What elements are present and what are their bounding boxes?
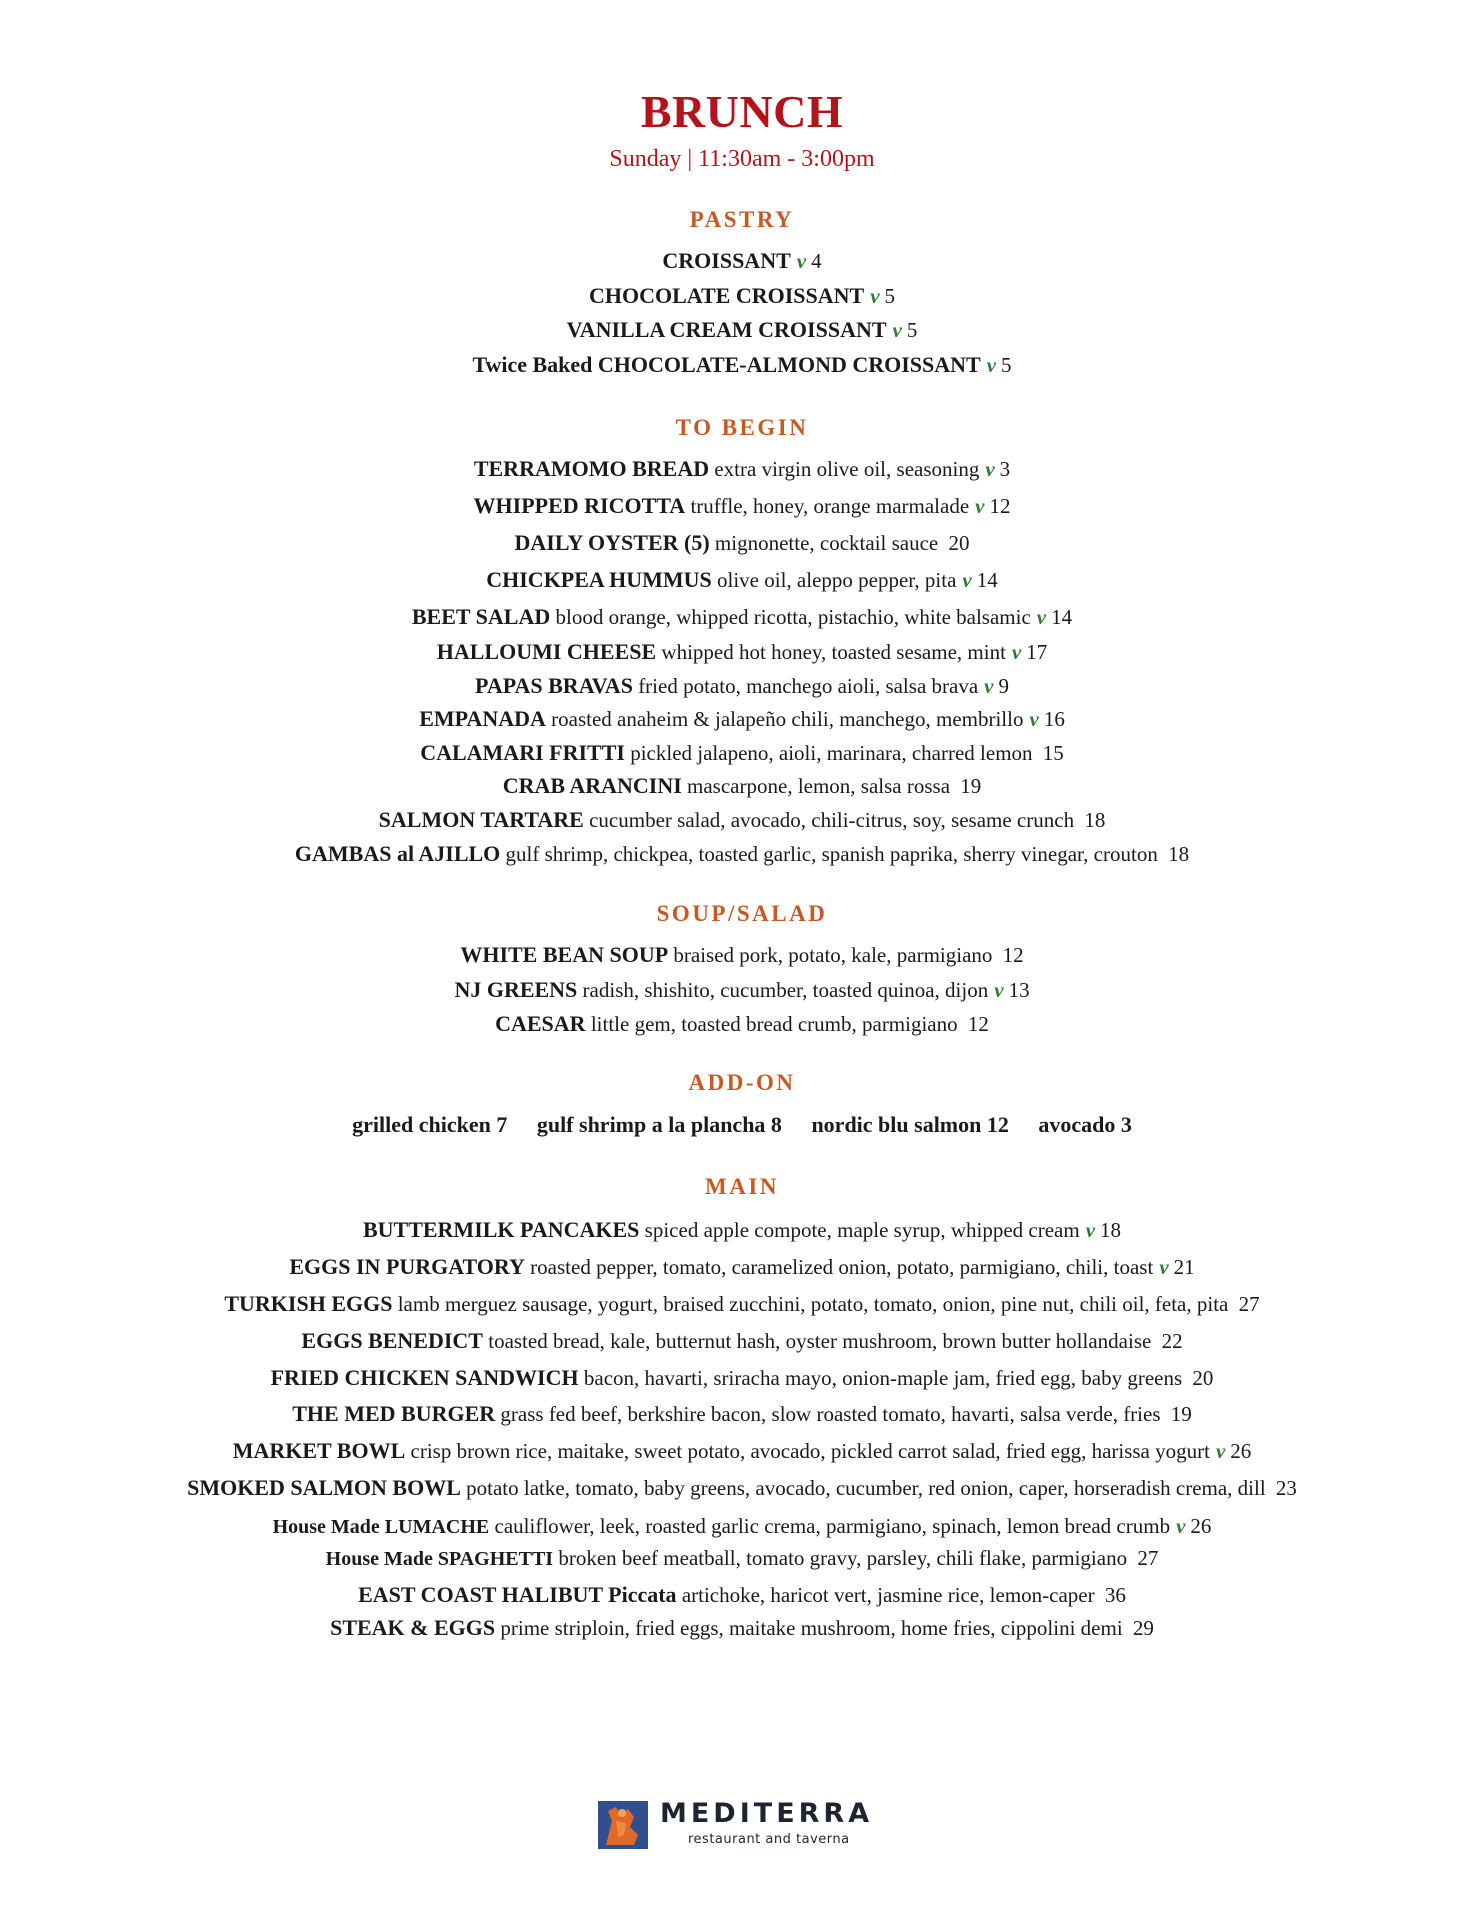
menu-item-name: FRIED CHICKEN SANDWICH [270,1365,579,1390]
menu-item-name: BUTTERMILK PANCAKES [362,1217,640,1242]
vegetarian-mark: v [985,457,995,481]
menu-item [0,1216,1484,1244]
menu-item-price: 4 [811,249,822,273]
menu-item [0,976,1484,1004]
menu-item [0,638,1484,666]
menu-item [0,1474,1484,1502]
menu-item-description: radish, shishito, cucumber, toasted quinoa, dijon [577,978,989,1002]
section-title-soup-salad: SOUP/SALAD [656,901,828,926]
menu-item-name: EAST COAST HALIBUT Piccata [358,1582,677,1607]
menu-item-price: 16 [1043,707,1065,731]
menu-item-description: extra virgin olive oil, seasoning [709,457,980,481]
menu-item-description: toasted bread, kale, butternut hash, oyster mushroom, brown butter hollandaise [482,1329,1152,1353]
menu-item [0,455,1484,483]
menu-item-price: 13 [1008,978,1030,1002]
menu-item-price: 29 [1127,1616,1154,1640]
menu-item [0,247,1484,275]
menu-item-name: EGGS IN PURGATORY [289,1254,525,1279]
menu-item-name: SALMON TARTARE [378,807,584,832]
menu-item-description: mascarpone, lemon, salsa rossa [681,774,951,798]
menu-item [0,1327,1484,1355]
menu-item-description: bacon, havarti, sriracha mayo, onion-maple jam, fried egg, baby greens [578,1366,1183,1390]
vegetarian-mark: v [1011,640,1022,664]
menu-title: BRUNCH [640,86,844,137]
menu-item [0,282,1484,310]
add-on-item: grilled chicken 7 [352,1112,508,1137]
menu-item-name: House Made SPAGHETTI [325,1548,554,1570]
vegetarian-mark: v [1036,605,1047,629]
menu-item [0,772,1484,800]
menu-item-description: truffle, honey, orange marmalade [685,494,970,518]
menu-item-name: CAESAR [495,1011,586,1036]
menu-item-name: EMPANADA [419,706,546,731]
menu-item-price: 14 [976,568,998,592]
menu-item-description: potato latke, tomato, baby greens, avocado, cucumber, red onion, caper, horseradish crema, dill [460,1476,1266,1500]
add-on-item: nordic blu salmon 12 [811,1112,1009,1137]
menu-item-name: VANILLA CREAM CROISSANT [566,317,887,342]
menu-item [0,1400,1484,1428]
menu-item [0,316,1484,344]
menu-item-price: 5 [906,318,918,342]
menu-item-description: crisp brown rice, maitake, sweet potato, avocado, pickled carrot salad, fried egg, harissa yogurt [405,1439,1210,1463]
section-title-to-begin: TO BEGIN [675,415,809,440]
menu-item [0,492,1484,520]
menu-item-description: whipped hot honey, toasted sesame, mint [656,640,1006,664]
logo-name: MEDITERRA [660,1798,874,1829]
menu-item-price: 15 [1037,741,1064,765]
logo-tagline: restaurant and taverna [688,1832,850,1847]
menu-item-description: cauliflower, leek, roasted garlic crema, parmigiano, spinach, lemon bread crumb [489,1514,1171,1538]
menu-item-description: gulf shrimp, chickpea, toasted garlic, spanish paprika, sherry vinegar, crouton [500,842,1158,866]
add-on-item: gulf shrimp a la plancha 8 [536,1112,782,1137]
menu-item-description: prime striploin, fried eggs, maitake mushroom, home fries, cippolini demi [495,1616,1123,1640]
menu-item [0,1581,1484,1609]
menu-item-price: 18 [1162,842,1190,866]
menu-item [0,566,1484,594]
menu-item [0,1512,1484,1541]
add-on-item: avocado 3 [1038,1112,1132,1137]
vegetarian-mark: v [994,978,1004,1002]
vegetarian-mark: v [962,568,972,592]
vegetarian-mark: v [1029,707,1039,731]
menu-item [0,941,1484,969]
menu-item-description: mignonette, cocktail sauce [709,531,939,555]
menu-item-description: blood orange, whipped ricotta, pistachio, white balsamic [550,605,1031,629]
menu-item-description: olive oil, aleppo pepper, pita [711,568,957,592]
menu-item [0,1614,1484,1642]
menu-item-price: 18 [1100,1218,1122,1242]
menu-item-price: 3 [999,457,1011,481]
menu-item-price: 14 [1051,605,1073,629]
menu-item-name: Twice Baked CHOCOLATE-ALMOND CROISSANT [472,352,981,377]
menu-item [0,739,1484,767]
menu-item-price: 19 [1165,1402,1192,1426]
section-title-pastry: PASTRY [689,207,795,232]
menu-item [0,672,1484,700]
vegetarian-mark: v [1159,1255,1169,1279]
menu-item-name: GAMBAS al AJILLO [294,841,501,866]
menu-item-description: pickled jalapeno, aioli, marinara, charred lemon [624,741,1033,765]
menu-item-name: THE MED BURGER [292,1401,496,1426]
menu-item-name: DAILY OYSTER (5) [514,530,710,555]
menu-item-price: 5 [1001,353,1012,377]
menu-item [0,603,1484,631]
menu-item-price: 27 [1132,1546,1159,1570]
section-title-add-on: ADD-ON [688,1070,796,1095]
menu-item-price: 27 [1233,1292,1260,1316]
menu-item-name: CROISSANT [662,248,791,273]
menu-item-name: CRAB ARANCINI [502,773,682,798]
menu-item-description: braised pork, potato, kale, parmigiano [668,943,993,967]
menu-item-description: roasted anaheim & jalapeño chili, manchego, membrillo [545,707,1024,731]
vegetarian-mark: v [986,353,997,377]
menu-item-name: CHICKPEA HUMMUS [486,567,712,592]
menu-item [0,351,1484,379]
menu-item-price: 22 [1156,1329,1183,1353]
menu-item-price: 12 [962,1012,989,1036]
add-on-list [0,1110,1484,1140]
menu-item-price: 20 [943,531,970,555]
vegetarian-mark: v [1085,1218,1096,1242]
vegetarian-mark: v [1176,1514,1186,1538]
menu-item [0,1437,1484,1465]
menu-item [0,1010,1484,1038]
menu-item-description: roasted pepper, tomato, caramelized onion, potato, parmigiano, chili, toast [524,1255,1154,1279]
menu-item-price: 18 [1079,808,1106,832]
menu-item-price: 20 [1187,1366,1214,1390]
menu-item [0,1253,1484,1281]
menu-item-name: BEET SALAD [411,604,551,629]
menu-item-name: HALLOUMI CHEESE [436,639,657,664]
vegetarian-mark: v [975,494,985,518]
menu-item-price: 9 [998,674,1009,698]
menu-item [0,1544,1484,1573]
vegetarian-mark: v [870,284,880,308]
section-title-main: MAIN [705,1174,779,1199]
menu-item-description: lamb merguez sausage, yogurt, braised zucchini, potato, tomato, onion, pine nut, chili oil, feta, pita [392,1292,1229,1316]
menu-item-price: 26 [1190,1514,1212,1538]
menu-item-name: STEAK & EGGS [330,1615,496,1640]
menu-item [0,840,1484,868]
menu-item-price: 21 [1173,1255,1195,1279]
menu-item [0,806,1484,834]
menu-item-name: CALAMARI FRITTI [420,740,625,765]
menu-item-name: SMOKED SALMON BOWL [187,1475,461,1500]
menu-item-price: 19 [955,774,982,798]
mosaic-figure-icon [598,1801,648,1849]
menu-item-name: WHIPPED RICOTTA [473,493,686,518]
menu-item [0,1290,1484,1318]
vegetarian-mark: v [984,674,994,698]
menu-item-name: CHOCOLATE CROISSANT [588,283,865,308]
menu-item-description: little gem, toasted bread crumb, parmigiano [585,1012,958,1036]
menu-item-price: 26 [1230,1439,1252,1463]
menu-item-name: House Made LUMACHE [272,1516,490,1538]
menu-item-name: TURKISH EGGS [224,1291,393,1316]
vegetarian-mark: v [796,249,807,273]
menu-item-name: TERRAMOMO BREAD [473,456,710,481]
menu-item-price: 12 [989,494,1011,518]
menu-item-description: fried potato, manchego aioli, salsa brava [632,674,979,698]
menu-item-price: 36 [1099,1583,1126,1607]
menu-item-name: WHITE BEAN SOUP [460,942,669,967]
menu-item-name: MARKET BOWL [232,1438,406,1463]
vegetarian-mark: v [1215,1439,1226,1463]
menu-item [0,1364,1484,1392]
menu-item-description: artichoke, haricot vert, jasmine rice, lemon-caper [676,1583,1095,1607]
menu-item [0,529,1484,557]
menu-item-price: 23 [1270,1476,1297,1500]
menu-item-description: cucumber salad, avocado, chili-citrus, soy, sesame crunch [583,808,1075,832]
menu-item-name: NJ GREENS [454,977,578,1002]
menu-item-price: 5 [884,284,896,308]
menu-item-description: broken beef meatball, tomato gravy, parsley, chili flake, parmigiano [553,1546,1128,1570]
menu-item [0,705,1484,733]
menu-item-description: grass fed beef, berkshire bacon, slow roasted tomato, havarti, salsa verde, fries [495,1402,1161,1426]
restaurant-logo [598,1798,898,1852]
vegetarian-mark: v [892,318,902,342]
menu-item-name: EGGS BENEDICT [301,1328,483,1353]
menu-item-description: spiced apple compote, maple syrup, whipped cream [639,1218,1080,1242]
menu-item-name: PAPAS BRAVAS [475,673,633,698]
menu-item-price: 17 [1026,640,1048,664]
menu-item-price: 12 [997,943,1024,967]
menu-hours: Sunday | 11:30am - 3:00pm [609,146,875,172]
